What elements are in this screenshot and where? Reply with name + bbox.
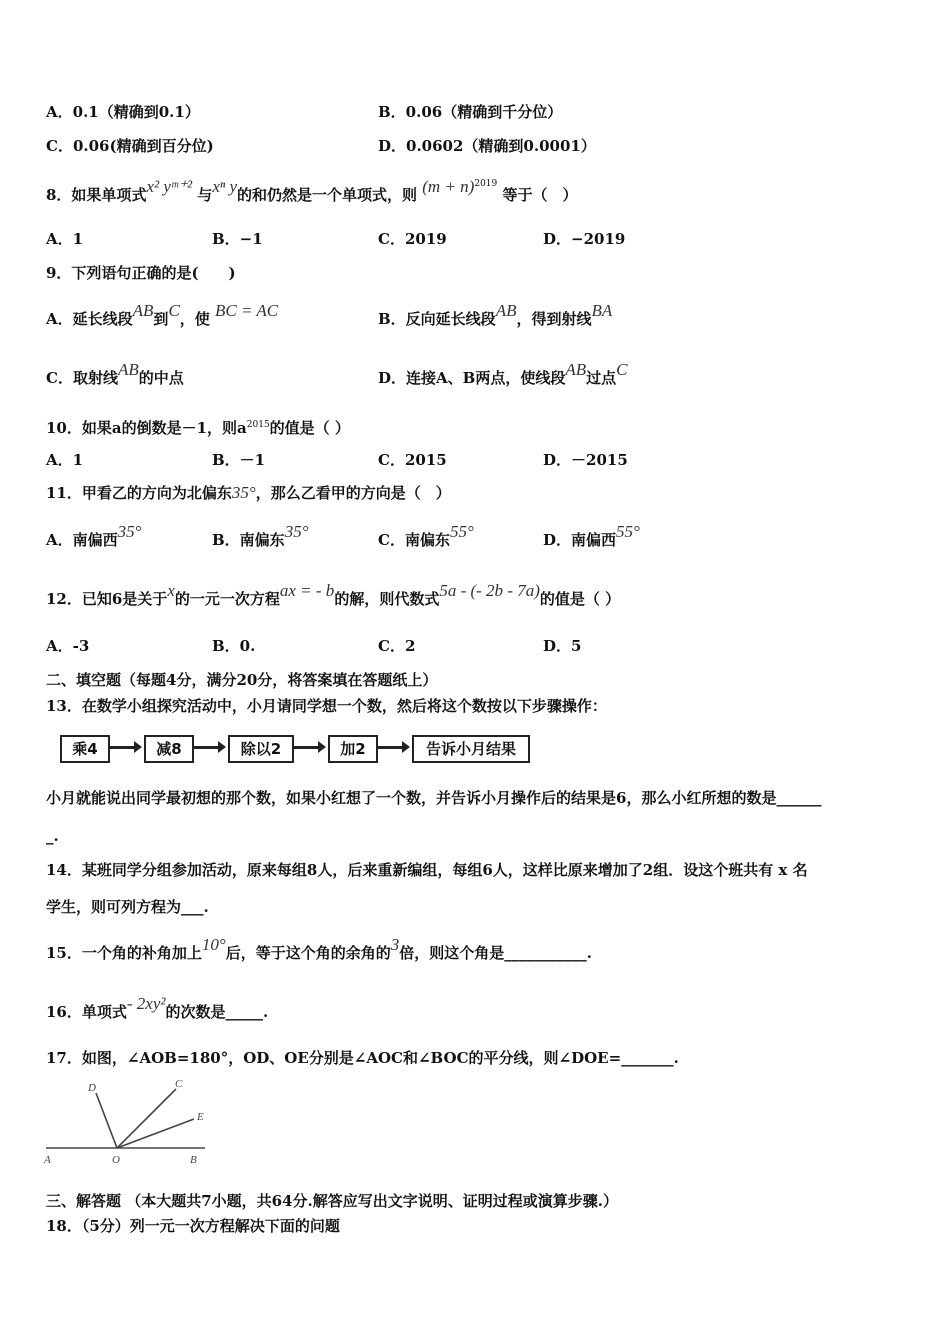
arrow-icon (194, 746, 220, 749)
q12-text: 的解，则代数式 (334, 590, 440, 608)
option-d: D．－2015 (543, 451, 628, 469)
q9-text: ，得到射线 (516, 310, 592, 328)
q12-math: 5a - (- 2b - 7a) (439, 581, 540, 600)
label-e: E (197, 1111, 204, 1123)
q9-math: C (168, 301, 180, 320)
q9-text: D．连接A、B两点，使线段 (378, 369, 566, 387)
question-13-line: 小月就能说出同学最初想的那个数，如果小红想了一个数，并告诉小月操作后的结果是6，那么小红所想的数是______ (46, 789, 822, 807)
arrow-icon (294, 746, 320, 749)
q11-angle: 55° (449, 522, 474, 541)
question-14-line: 学生，则可列方程为___. (46, 898, 209, 916)
option-a: A．-3 (46, 637, 90, 655)
label-d: D (88, 1082, 96, 1094)
q11-option-text: A．南偏西 (46, 531, 118, 549)
flow-step: 乘4 (60, 735, 110, 763)
q11-angle: 35° (284, 522, 309, 541)
q15-text: 后，等于这个角的余角的 (225, 944, 391, 962)
option-d (543, 522, 640, 550)
question-8 (46, 177, 578, 205)
option-b: B．0. (212, 637, 256, 655)
question-12 (46, 581, 621, 609)
option-c: C．2 (378, 637, 416, 655)
option-b: B．−1 (212, 230, 263, 248)
q9-text: 过点 (586, 369, 617, 387)
label-c: C (175, 1078, 183, 1090)
option-b (212, 522, 309, 550)
q9-text: C．取射线 (46, 369, 118, 387)
q9-math: AB (495, 301, 517, 320)
arrow-icon (378, 746, 404, 749)
question-16 (46, 994, 269, 1022)
arrow-icon (110, 746, 136, 749)
q11-math: 35° (231, 483, 256, 502)
q11-angle: 35° (117, 522, 142, 541)
q11-option-text: B．南偏东 (212, 531, 285, 549)
option-a: A．1 (46, 451, 84, 469)
option-c: C．2019 (378, 230, 447, 248)
section-heading: 三、解答题 （本大题共7小题，共64分.解答应写出文字说明、证明过程或演算步骤.） (46, 1192, 618, 1210)
q12-math: x (167, 581, 175, 600)
option-b (378, 301, 613, 329)
option-d: D．−2019 (543, 230, 626, 248)
option-a: A．1 (46, 230, 84, 248)
q15-text: 15．一个角的补角加上 (46, 944, 202, 962)
q11-text: 11．甲看乙的方向为北偏东 (46, 484, 232, 502)
q9-text: ，使 (179, 310, 210, 328)
q8-exponent: 2019 (474, 179, 498, 189)
flow-step: 告诉小月结果 (412, 735, 530, 763)
q12-text: 的一元一次方程 (174, 590, 280, 608)
question-18: 18．（5分）列一元一次方程解决下面的问题 (46, 1217, 340, 1235)
q8-text: 8．如果单项式 (46, 186, 147, 204)
question-13: 13．在数学小组探究活动中，小月请同学想一个数，然后将这个数按以下步骤操作： (46, 697, 607, 715)
q9-math: AB (132, 301, 154, 320)
q9-math: BC = AC (215, 301, 279, 320)
angle-figure (40, 1075, 230, 1170)
ray-oc (117, 1089, 176, 1148)
question-9: 9．下列语句正确的是( ) (46, 264, 236, 282)
q9-math: AB (117, 360, 139, 379)
flow-step: 加2 (328, 735, 378, 763)
label-a: A (44, 1154, 51, 1166)
q9-text: 的中点 (138, 369, 184, 387)
q12-text: 的值是（ ） (539, 590, 621, 608)
q9-text: 到 (153, 310, 169, 328)
q15-math: 3 (390, 935, 400, 954)
angle-diagram (40, 1075, 230, 1170)
q16-text: 的次数是_____. (165, 1003, 269, 1021)
option-a: A．0.1（精确到0.1） (46, 103, 200, 121)
question-14: 14．某班同学分组参加活动，原来每组8人，后来重新编组，每组6人，这样比原来增加了2组．设这个班共有 x 名 (46, 861, 808, 879)
label-o: O (112, 1154, 120, 1166)
q15-math: 10° (201, 935, 226, 954)
q10-exponent: 2015 (246, 420, 270, 430)
q8-math-3: (m + n) (422, 177, 475, 196)
q15-text: 倍，则这个角是___________. (399, 944, 592, 962)
section-heading: 二、填空题（每题4分，满分20分，将答案填在答题纸上） (46, 671, 438, 689)
q8-text: 的和仍然是一个单项式，则 (237, 186, 418, 204)
option-d: D．5 (543, 637, 582, 655)
q9-math: C (616, 360, 628, 379)
option-d (378, 360, 628, 388)
flowchart (60, 733, 530, 765)
q11-angle: 55° (616, 522, 640, 541)
question-11 (46, 483, 451, 503)
option-c (378, 522, 474, 550)
q8-math-1: x² yᵐ⁺² (146, 177, 193, 196)
q9-math: AB (565, 360, 587, 379)
option-c (46, 360, 184, 388)
q10-text: 10．如果a的倒数是－1，则a (46, 419, 247, 437)
q12-text: 12．已知6是关于 (46, 590, 168, 608)
question-15 (46, 935, 592, 963)
ray-oe (117, 1119, 194, 1148)
q8-math-2: xⁿ y (212, 177, 238, 196)
option-b: B．－1 (212, 451, 266, 469)
option-b: B．0.06（精确到千分位） (378, 103, 563, 121)
flow-step: 减8 (144, 735, 194, 763)
q11-text: ，那么乙看甲的方向是（ ） (255, 484, 451, 502)
q11-option-text: D．南偏西 (543, 531, 617, 549)
option-a (46, 522, 142, 550)
option-c: C．0.06(精确到百分位) (46, 137, 214, 155)
q11-option-text: C．南偏东 (378, 531, 450, 549)
question-10 (46, 415, 350, 438)
q16-math: - 2xy² (126, 994, 166, 1013)
q9-math: BA (591, 301, 613, 320)
option-d: D．0.0602（精确到0.0001） (378, 137, 596, 155)
q9-text: A．延长线段 (46, 310, 133, 328)
q8-text: 等于（ ） (502, 186, 578, 204)
label-b: B (190, 1154, 197, 1166)
question-17: 17．如图，∠AOB=180°，OD、OE分别是∠AOC和∠BOC的平分线，则∠DOE=_______. (46, 1049, 679, 1067)
q12-math: ax = - b (279, 581, 335, 600)
ray-od (96, 1093, 117, 1148)
option-a (46, 301, 279, 329)
option-c: C．2015 (378, 451, 447, 469)
q10-text: 的值是（ ） (269, 419, 350, 437)
q16-text: 16．单项式 (46, 1003, 127, 1021)
flow-step: 除以2 (228, 735, 294, 763)
q8-text: 与 (197, 186, 213, 204)
question-13-line: _. (46, 827, 59, 845)
q9-text: B．反向延长线段 (378, 310, 496, 328)
